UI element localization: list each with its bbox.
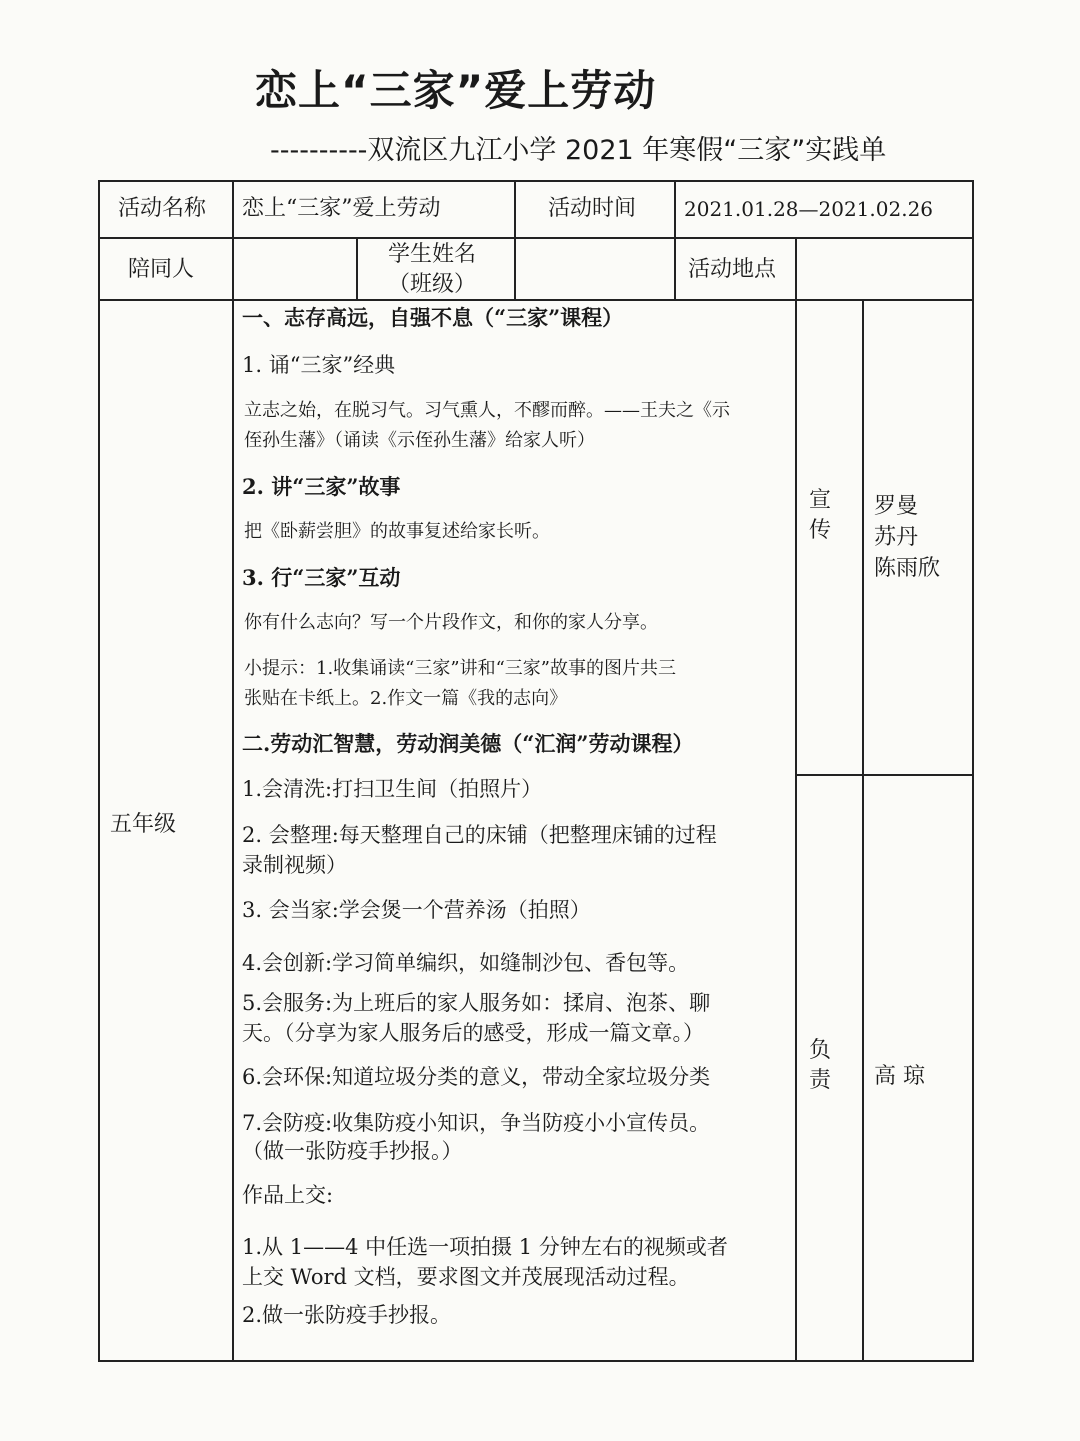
responsible-name: 高 琼 xyxy=(874,1064,925,1089)
role-publicity-char: 传 xyxy=(808,518,831,543)
table-col-divider xyxy=(514,180,516,301)
table-col-divider xyxy=(795,237,797,1362)
publicity-name: 罗曼 xyxy=(874,494,919,519)
page-subtitle: ----------双流区九江小学 2021 年寒假“三家”实践单 xyxy=(270,135,887,166)
submit-heading: 作品上交: xyxy=(242,1183,334,1207)
item-text: 把《卧薪尝胆》的故事复述给家长听。 xyxy=(244,521,550,542)
task-item: 天。（分享为家人服务后的感受，形成一篇文章。） xyxy=(242,1021,704,1045)
item-text: 立志之始，在脱习气。习气熏人，不醪而醉。——王夫之《示 xyxy=(244,400,730,421)
role-publicity-char: 宣 xyxy=(808,488,831,513)
submit-item: 上交 Word 文档，要求图文并茂展现活动过程。 xyxy=(242,1265,690,1289)
task-item: 2. 会整理:每天整理自己的床铺（把整理床铺的过程 xyxy=(242,823,717,847)
item-title: 1. 诵“三家”经典 xyxy=(242,353,396,377)
item-title: 3. 行“三家”互动 xyxy=(242,565,401,590)
submit-item: 1.从 1——4 中任选一项拍摄 1 分钟左右的视频或者 xyxy=(242,1235,728,1259)
page-title: 恋上“三家”爱上劳动 xyxy=(255,66,657,115)
section-heading: 二.劳动汇智慧，劳动润美德（“汇润”劳动课程） xyxy=(242,731,694,756)
section-heading: 一、志存高远，自强不息（“三家”课程） xyxy=(242,305,624,330)
location-label: 活动地点 xyxy=(688,257,777,282)
item-title: 2. 讲“三家”故事 xyxy=(242,474,401,499)
table-col-divider xyxy=(674,180,676,301)
grade-label: 五年级 xyxy=(110,812,177,837)
table-col-divider xyxy=(356,237,358,301)
table-row-divider xyxy=(795,774,974,776)
table-border-bottom xyxy=(98,1360,974,1362)
task-item: 7.会防疫:收集防疫小知识，争当防疫小小宣传员。 xyxy=(242,1111,711,1135)
task-item: 3. 会当家:学会煲一个营养汤（拍照） xyxy=(242,898,591,922)
publicity-name: 苏丹 xyxy=(874,525,919,550)
task-item: （做一张防疫手抄报。） xyxy=(242,1139,463,1163)
tip-text: 小提示：1.收集诵读“三家”讲和“三家”故事的图片共三 xyxy=(244,658,676,679)
table-border-left xyxy=(98,180,100,1362)
companion-label: 陪同人 xyxy=(128,257,195,282)
task-item: 录制视频） xyxy=(242,853,347,877)
activity-name-label: 活动名称 xyxy=(118,196,207,221)
role-responsible-char: 责 xyxy=(808,1068,831,1093)
table-row-divider xyxy=(98,299,974,301)
table-col-divider xyxy=(232,180,234,1362)
table-border-right xyxy=(972,180,974,1362)
student-class-label: （班级） xyxy=(388,272,477,297)
task-item: 6.会环保:知道垃圾分类的意义，带动全家垃圾分类 xyxy=(242,1065,711,1089)
task-item: 1.会清洗:打扫卫生间（拍照片） xyxy=(242,777,543,801)
table-col-divider xyxy=(862,299,864,1362)
publicity-name: 陈雨欣 xyxy=(874,556,941,581)
table-row-divider xyxy=(98,237,974,239)
activity-name-value: 恋上“三家”爱上劳动 xyxy=(242,196,441,221)
task-item: 5.会服务:为上班后的家人服务如：揉肩、泡茶、聊 xyxy=(242,991,711,1015)
student-name-label: 学生姓名 xyxy=(388,242,477,267)
activity-time-value: 2021.01.28—2021.02.26 xyxy=(684,197,934,221)
submit-item: 2.做一张防疫手抄报。 xyxy=(242,1303,452,1327)
tip-text: 张贴在卡纸上。2.作文一篇《我的志向》 xyxy=(244,688,568,709)
item-text: 侄孙生藩》（诵读《示侄孙生藩》给家人听） xyxy=(244,430,595,451)
task-item: 4.会创新:学习简单编织，如缝制沙包、香包等。 xyxy=(242,951,690,975)
activity-time-label: 活动时间 xyxy=(548,196,637,221)
item-text: 你有什么志向？写一个片段作文，和你的家人分享。 xyxy=(244,612,658,633)
role-responsible-char: 负 xyxy=(808,1038,831,1063)
table-border-top xyxy=(98,180,974,182)
